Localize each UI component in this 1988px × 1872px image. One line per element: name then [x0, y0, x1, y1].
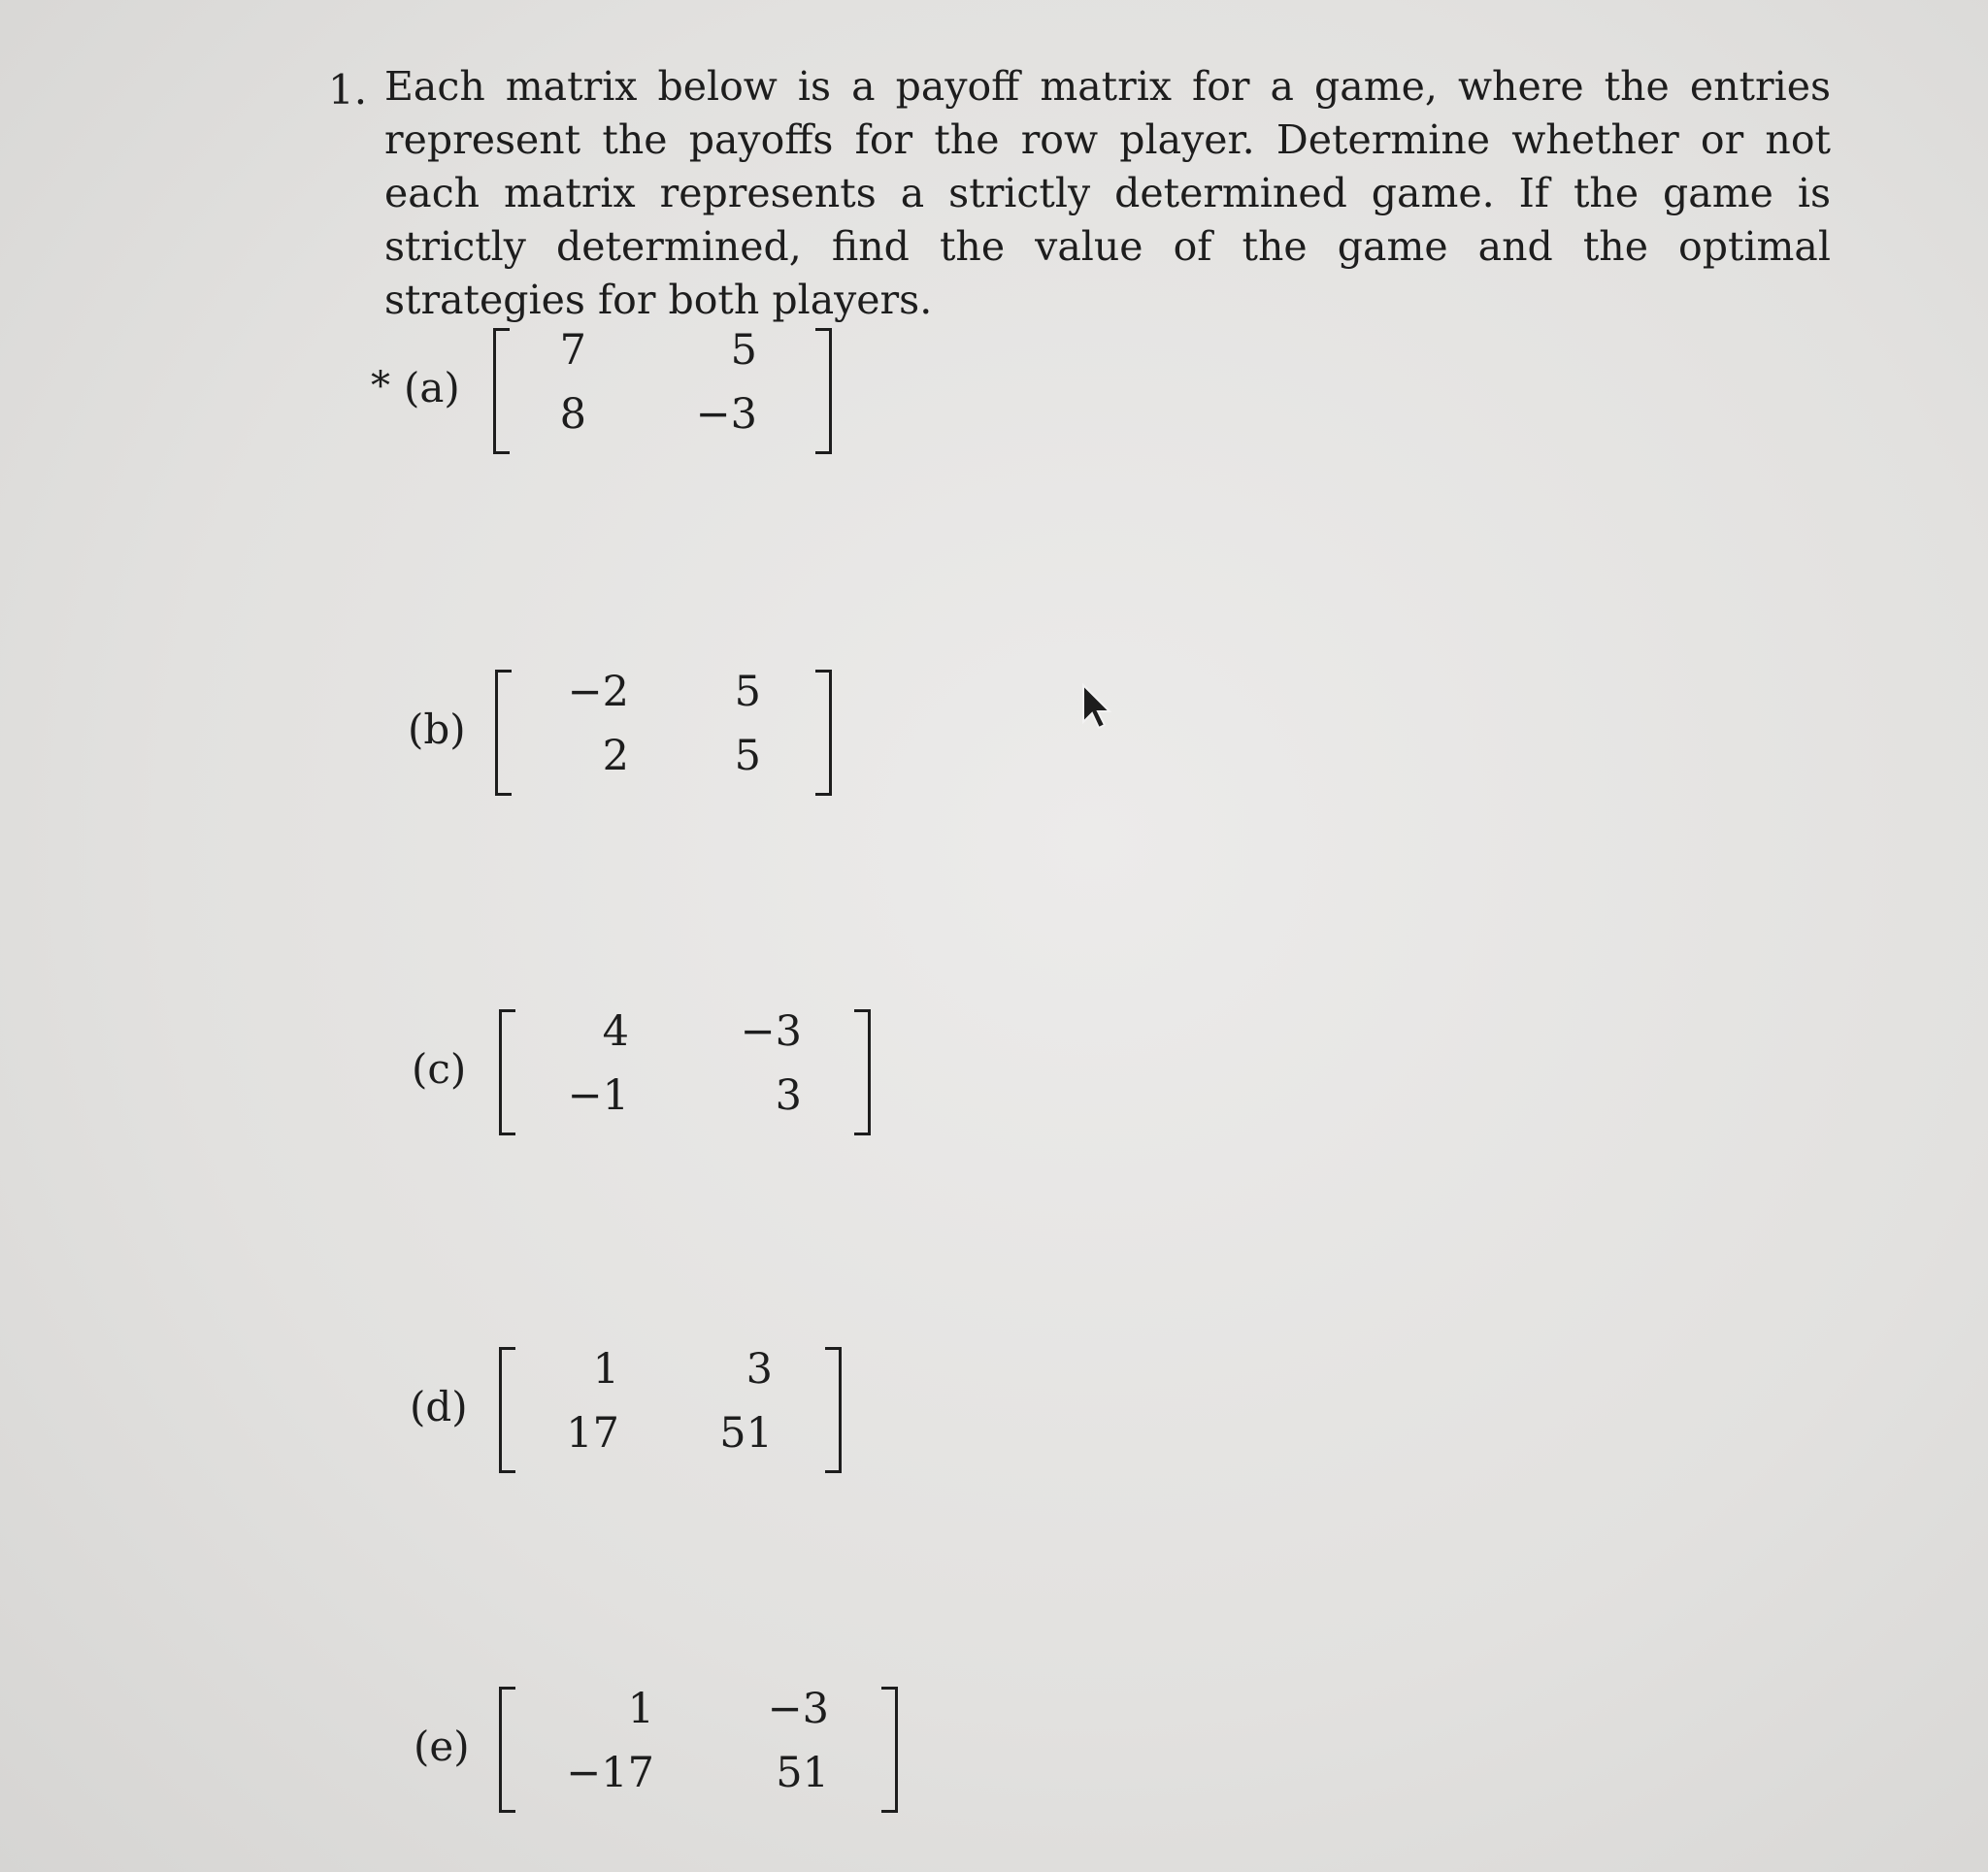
matrix-cell: 5	[730, 326, 757, 375]
matrix-cell: 5	[734, 732, 761, 780]
matrix-cell: −2	[567, 668, 629, 716]
right-bracket	[825, 1347, 842, 1473]
right-bracket	[815, 670, 832, 796]
part-label: (a)	[404, 364, 460, 411]
right-bracket	[815, 328, 832, 454]
matrix-cell: 1	[592, 1345, 619, 1394]
matrix-cell: 7	[559, 326, 586, 375]
matrix-cell: 51	[776, 1749, 829, 1797]
part-label: (d)	[410, 1383, 468, 1430]
left-bracket	[499, 1687, 515, 1813]
matrix-cell: 3	[775, 1071, 802, 1120]
matrix-cell: 17	[566, 1409, 619, 1458]
matrix-cell: −1	[567, 1071, 629, 1120]
part-label: (b)	[408, 706, 466, 753]
starred-marker: *	[371, 364, 390, 409]
part-label: (e)	[414, 1723, 470, 1770]
problem-statement: Each matrix below is a payoff matrix for a game, where the entries represent the payoffs for the row player. Determine whether or not each matrix represents a strictly determined game. If the game is strictly determined, find the value of the game and the optimal strategies for both players.	[384, 63, 1831, 323]
matrix-cell: −3	[695, 390, 757, 439]
problem-number: 1.	[328, 66, 368, 114]
matrix-cell: −3	[740, 1007, 802, 1056]
part-label: (c)	[412, 1045, 467, 1093]
matrix-cell: 5	[734, 668, 761, 716]
matrix-cell: −3	[767, 1685, 829, 1733]
matrix-cell: 2	[602, 732, 629, 780]
mouse-pointer-icon	[1079, 683, 1114, 732]
matrix-cell: 1	[627, 1685, 654, 1733]
right-bracket	[881, 1687, 898, 1813]
matrix-cell: 3	[746, 1345, 773, 1394]
matrix-cell: 51	[719, 1409, 773, 1458]
matrix-cell: −17	[566, 1749, 654, 1797]
matrix-cell: 4	[602, 1007, 629, 1056]
right-bracket	[854, 1009, 871, 1135]
matrix-cell: 8	[559, 390, 586, 439]
